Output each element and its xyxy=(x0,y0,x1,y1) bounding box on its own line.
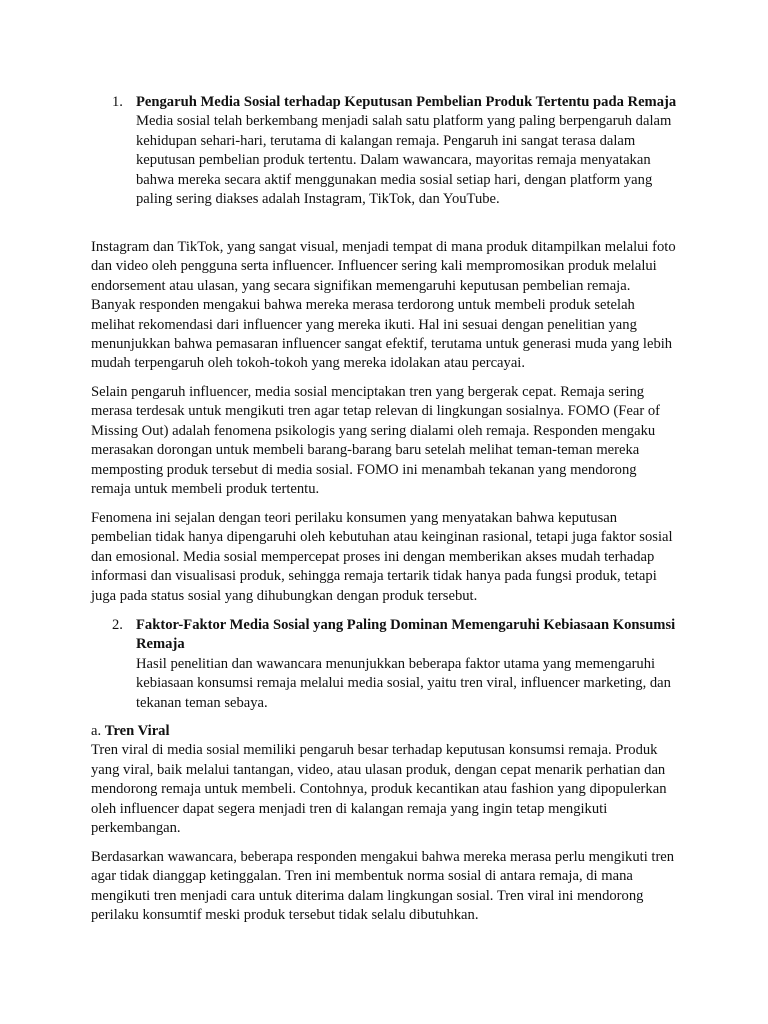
subsection-title: Tren Viral xyxy=(104,723,170,739)
section-body: Media sosial telah berkembang menjadi salah satu platform yang paling berpengaruh dalam kehidupan sehari-hari, terutama di kalangan remaja. Pengaruh ini sangat terasa dalam keputusan pembelian produk tertentu. Dalam wawancara, mayoritas remaja menyatakan bahwa mereka secara aktif menggunakan media sosial setiap hari, dengan platform yang paling sering diakses adalah Instagram, TikTok, dan YouTube. xyxy=(136,113,672,208)
paragraph: Berdasarkan wawancara, beberapa responden mengakui bahwa mereka merasa perlu mengikuti tren agar tidak dianggap ketinggalan. Tren ini membentuk norma sosial di antara remaja, di mana mengikuti tren menjadi cara untuk diterima dalam lingkungan sosial. Tren viral ini mendorong perilaku konsumtif meski produk tersebut tidak selalu dibutuhkan. xyxy=(91,849,675,924)
paragraph: Fenomena ini sejalan dengan teori perilaku konsumen yang menyatakan bahwa keputusan pembelian tidak hanya dipengaruhi oleh kebutuhan atau keinginan rasional, tetapi juga faktor sosial dan emosional. Media sosial mempercepat proses ini dengan memberikan akses mudah terhadap informasi dan visualisasi produk, sehingga remaja tertarik tidak hanya pada fungsi produk, tetapi juga pada status sosial yang dihubungkan dengan produk tersebut. xyxy=(91,510,673,604)
paragraph: Selain pengaruh influencer, media sosial menciptakan tren yang bergerak cepat. Remaja sering merasa terdesak untuk mengikuti tren agar tetap relevan di lingkungan sosialnya. FOMO (Fear of Missing Out) adalah fenomena psikologis yang sering dialami oleh remaja. Responden mengaku merasakan dorongan untuk membeli barang-barang baru setelah melihat teman-teman mereka memposting produk tersebut di media sosial. FOMO ini menambah tekanan yang mendorong remaja untuk membeli produk tertentu. xyxy=(91,384,660,498)
section-heading: Faktor-Faktor Media Sosial yang Paling Dominan Memengaruhi Kebiasaan Konsumsi Remaja xyxy=(136,617,676,653)
subsection-heading xyxy=(91,722,676,741)
subsection-label: a. xyxy=(91,723,102,739)
section-body: Hasil penelitian dan wawancara menunjukkan beberapa faktor utama yang memengaruhi kebiasaan konsumsi remaja melalui media sosial, yaitu tren viral, influencer marketing, dan tekanan teman sebaya. xyxy=(136,655,671,711)
section-heading: Pengaruh Media Sosial terhadap Keputusan Pembelian Produk Tertentu pada Remaja xyxy=(136,94,677,110)
paragraph: Instagram dan TikTok, yang sangat visual, menjadi tempat di mana produk ditampilkan melalui foto dan video oleh pengguna serta influencer. Influencer sering kali mempromosikan produk melalui endorsement atau ulasan, yang secara signifikan memengaruhi keputusan pembelian remaja. Banyak responden mengakui bahwa mereka merasa terdorong untuk membeli produk setelah melihat rekomendasi dari influencer yang mereka ikuti. Hal ini sesuai dengan penelitian yang menunjukkan bahwa pemasaran influencer sangat efektif, terutama untuk generasi muda yang lebih mudah terpengaruh oleh tokoh-tokoh yang mereka idolakan atau percayai. xyxy=(91,239,676,372)
list-item-section-2 xyxy=(112,616,678,713)
subsection-a xyxy=(91,722,676,838)
subsection-body: Tren viral di media sosial memiliki pengaruh besar terhadap keputusan konsumsi remaja. Produk yang viral, baik melalui tantangan, video, atau ulasan produk, dengan cepat menarik perhatian dan mendorong remaja untuk membeli. Contohnya, produk kecantikan atau fashion yang dipopulerkan oleh influencer dapat segera menjadi tren di kalangan remaja yang ingin tetap mengikuti perkembangan. xyxy=(91,742,667,837)
list-number: 2. xyxy=(112,617,123,633)
list-number: 1. xyxy=(112,94,123,110)
list-item-section-1 xyxy=(112,93,678,209)
list-item-content xyxy=(136,616,678,713)
list-item-content xyxy=(136,93,678,209)
